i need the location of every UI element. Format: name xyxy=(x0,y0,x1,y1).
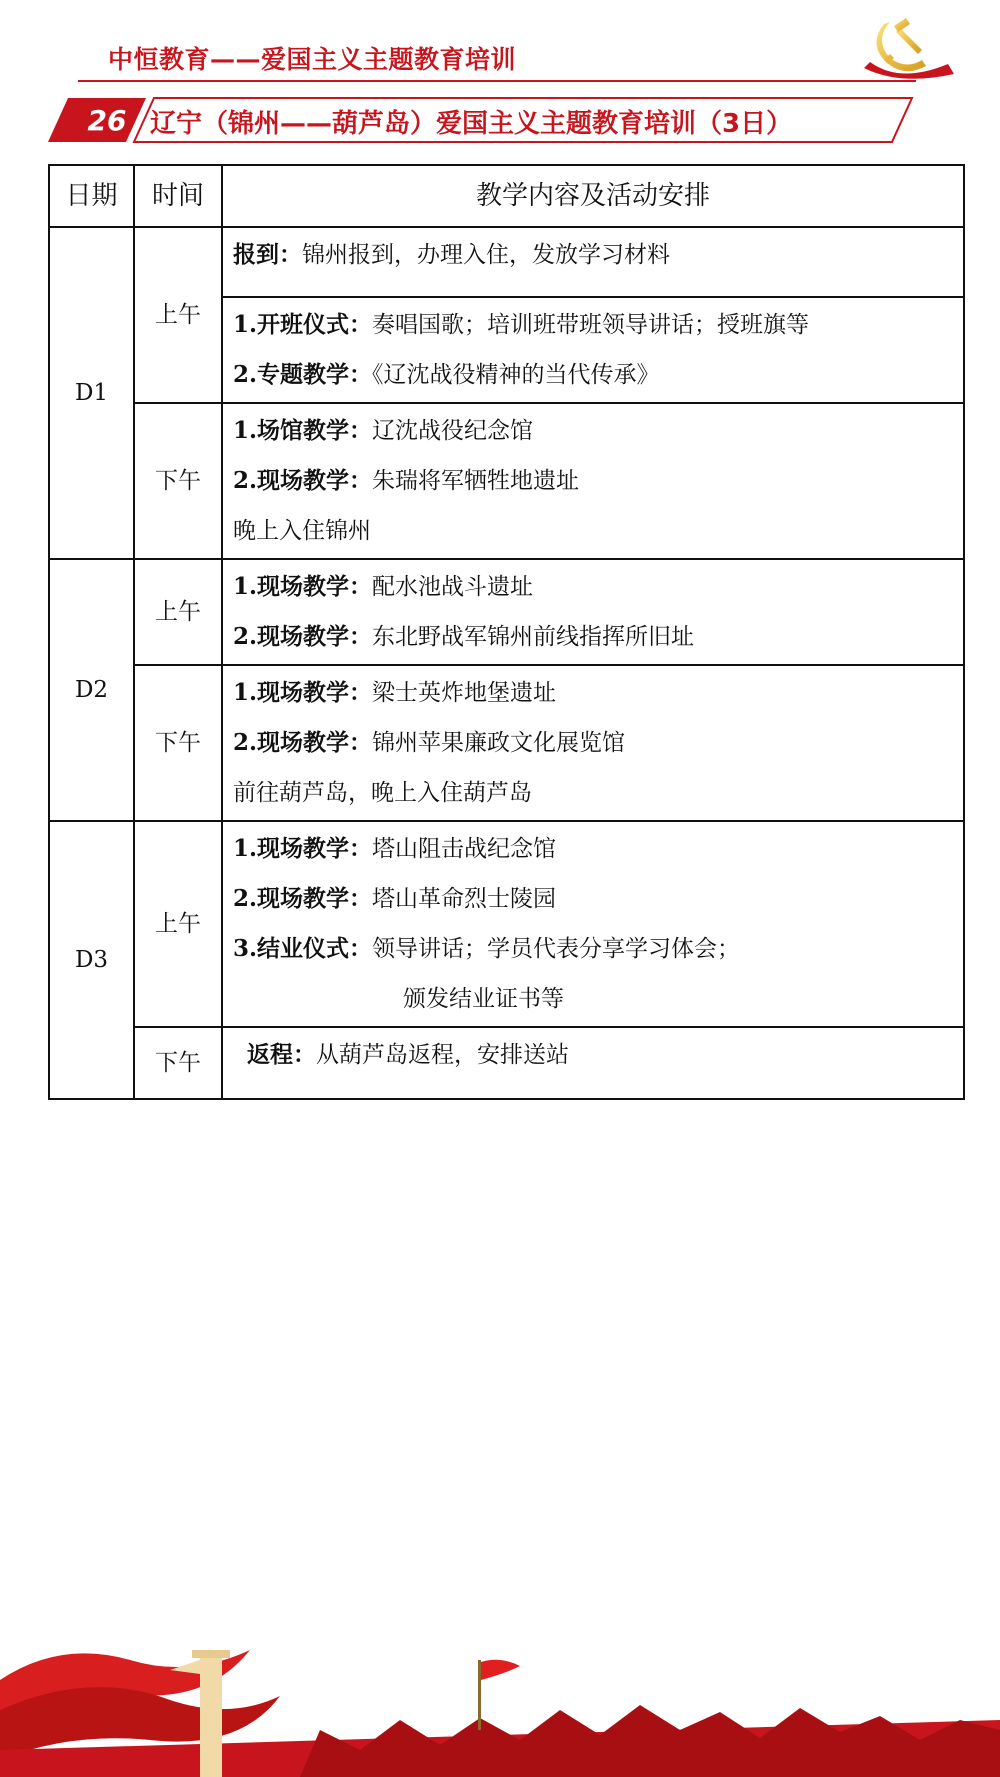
item-label: 1.现场教学： xyxy=(233,835,373,862)
day-cell: D1 xyxy=(49,227,134,559)
header-time: 时间 xyxy=(134,165,222,227)
item-text: 领导讲话；学员代表分享学习体会； xyxy=(372,936,741,962)
day-cell: D3 xyxy=(49,821,134,1099)
period-cell: 上午 xyxy=(134,559,222,665)
item-text: 奏唱国歌；培训班带班领导讲话；授班旗等 xyxy=(372,312,810,338)
content-cell xyxy=(222,403,964,559)
content-cell xyxy=(222,559,964,665)
table-row xyxy=(49,1027,964,1099)
item-text: 塔山阻击战纪念馆 xyxy=(372,836,557,862)
period-cell: 上午 xyxy=(134,227,222,403)
item-text: 配水池战斗遗址 xyxy=(372,574,534,600)
item-text: 晚上入住锦州 xyxy=(233,518,371,544)
item-text: 《辽沈战役精神的当代传承》 xyxy=(372,362,660,388)
item-label: 1.场馆教学： xyxy=(233,417,373,444)
section-title: 辽宁（锦州——葫芦岛）爱国主义主题教育培训（3日） xyxy=(150,109,793,139)
item-text: 前往葫芦岛，晚上入住葫芦岛 xyxy=(233,780,532,806)
item-label: 1.开班仪式： xyxy=(233,311,373,338)
table-row xyxy=(49,403,964,559)
item-label: 返程： xyxy=(247,1041,316,1068)
item-text: 从葫芦岛返程，安排送站 xyxy=(316,1042,569,1068)
item-label: 2.现场教学： xyxy=(233,729,373,756)
section-title-banner xyxy=(46,96,916,144)
content-cell xyxy=(222,227,964,297)
table-row xyxy=(49,665,964,821)
content-cell xyxy=(222,1027,964,1099)
item-label: 2.现场教学： xyxy=(233,623,373,650)
brand-title: 中恒教育——爱国主义主题教育培训 xyxy=(108,45,517,74)
table-row xyxy=(49,227,964,297)
table-row xyxy=(49,821,964,1027)
item-label: 2.现场教学： xyxy=(233,467,373,494)
item-label: 2.专题教学： xyxy=(233,361,373,388)
item-label: 1.现场教学： xyxy=(233,573,373,600)
item-text: 锦州苹果廉政文化展览馆 xyxy=(372,730,626,756)
item-label: 报到： xyxy=(233,241,302,268)
table-header-row xyxy=(49,165,964,227)
item-label: 2.现场教学： xyxy=(233,885,373,912)
content-cell xyxy=(222,297,964,403)
item-label: 3.结业仪式： xyxy=(233,935,373,962)
period-cell: 下午 xyxy=(134,403,222,559)
header-content: 教学内容及活动安排 xyxy=(222,165,964,227)
item-text: 梁士英炸地堡遗址 xyxy=(372,680,557,706)
section-number: 26 xyxy=(87,104,127,137)
party-emblem-icon xyxy=(860,14,960,82)
table-row xyxy=(49,559,964,665)
day-cell: D2 xyxy=(49,559,134,821)
item-label: 1.现场教学： xyxy=(233,679,373,706)
header-date: 日期 xyxy=(49,165,134,227)
schedule-table xyxy=(48,164,965,1100)
item-text: 塔山革命烈士陵园 xyxy=(372,886,557,912)
item-text: 东北野战军锦州前线指挥所旧址 xyxy=(372,624,695,650)
item-text: 颁发结业证书等 xyxy=(403,986,564,1012)
content-cell xyxy=(222,665,964,821)
period-cell: 下午 xyxy=(134,1027,222,1099)
item-text: 锦州报到，办理入住，发放学习材料 xyxy=(302,242,670,268)
period-cell: 下午 xyxy=(134,665,222,821)
content-cell xyxy=(222,821,964,1027)
period-cell: 上午 xyxy=(134,821,222,1027)
item-text: 朱瑞将军牺牲地遗址 xyxy=(372,468,580,494)
item-text: 辽沈战役纪念馆 xyxy=(372,418,534,444)
header-divider xyxy=(78,80,916,82)
footer-decoration xyxy=(0,1600,1000,1777)
